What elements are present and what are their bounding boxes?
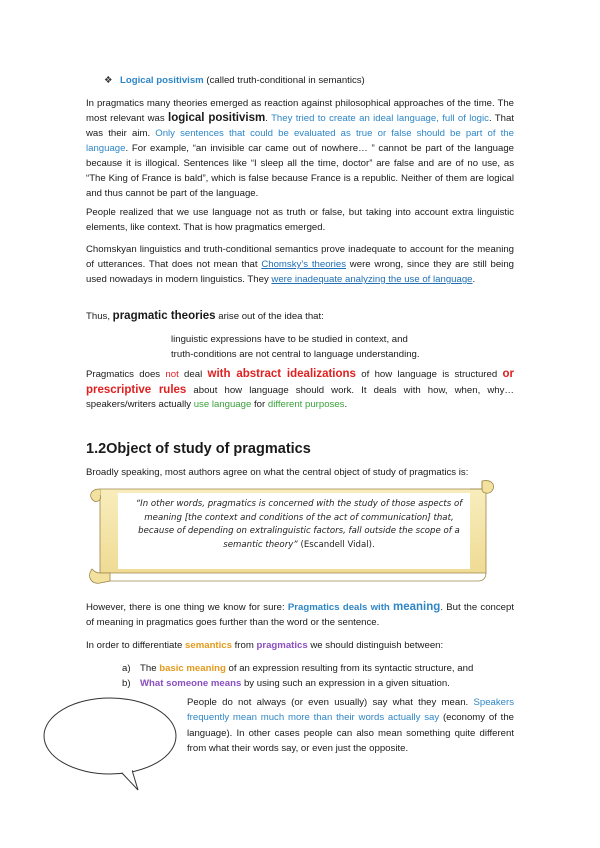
highlight-pragmatics-deals: Pragmatics deals with bbox=[287, 602, 394, 613]
text-run: . bbox=[344, 399, 348, 410]
highlight-semantics: semantics bbox=[185, 640, 232, 651]
paragraph-central-object: Broadly speaking, most authors agree on what the central object of study of pragmatics is: bbox=[86, 467, 469, 478]
text-run: . For example, “an invisible car came out of nowhere… ” cannot be part of the language because it is illogical. Sentences like “I sleep all the time, doctor” are false and are of no use, as “The King of France is bald”, which is false because France is a republic. Neither of them are logical and thus cannot be part of the language. bbox=[86, 143, 514, 199]
list-label: a) bbox=[122, 663, 131, 674]
highlight-not: not bbox=[165, 369, 179, 380]
highlight-basic-meaning: basic meaning bbox=[159, 663, 226, 674]
text-run: arise out of the idea that: bbox=[215, 311, 324, 322]
link-inadequate-analyzing[interactable]: were inadequate analyzing the use of language bbox=[271, 274, 473, 285]
text-run: (economy of the language). In other cases people can also mean something quite different from what their words say, or even just the opposite. bbox=[187, 712, 514, 755]
list-item bbox=[122, 676, 450, 691]
quote-text: “In other words, pragmatics is concerned with the study of those aspects of meaning [the context and conditions of the act of communication] that, because of depending on extralinguistic factors, fall outside the scope of a semantic theory” bbox=[135, 499, 463, 550]
highlight-different-purposes: different purposes bbox=[267, 399, 345, 410]
text-run: we should distinguish between: bbox=[307, 640, 444, 651]
highlight-prescriptive-rules: or prescriptive rules bbox=[86, 368, 514, 396]
quote-author: (Escandell Vidal). bbox=[297, 539, 375, 550]
text-run: . bbox=[265, 113, 272, 124]
text-run: In order to differentiate bbox=[86, 640, 186, 651]
list-item bbox=[122, 661, 473, 676]
term-logical-positivism: logical positivism bbox=[168, 112, 266, 124]
highlight-pragmatics: pragmatics bbox=[256, 640, 308, 651]
text-run: for bbox=[251, 399, 268, 410]
list-label: b) bbox=[122, 678, 131, 689]
text-run: Thus, bbox=[86, 311, 113, 322]
highlight-abstract-idealizations: with abstract idealizations bbox=[207, 368, 356, 380]
highlight-ideal-language: They tried to create an ideal language, full of logic bbox=[271, 113, 489, 124]
pragmatics-quote bbox=[126, 498, 472, 552]
text-run: The bbox=[140, 663, 160, 674]
text-run: about how language should work. It deals with how, when, why… speakers/writers actually bbox=[86, 384, 514, 410]
paragraph-logical-positivism bbox=[86, 96, 514, 201]
text-run: . But the concept of meaning in pragmatics goes further than the word or the sentence. bbox=[86, 602, 515, 628]
text-run: of how language is structured bbox=[355, 369, 503, 380]
logical-positivism-note: (called truth-conditional in semantics) bbox=[206, 75, 365, 86]
text-run: from bbox=[231, 640, 257, 651]
idea-item: truth-conditions are not central to language understanding. bbox=[171, 349, 420, 360]
paragraph-context: People realized that we use language not as truth or false, but taking into account extra linguistic elements, like context. That is how pragmatics emerged. bbox=[86, 207, 514, 233]
logical-positivism-bullet bbox=[104, 73, 365, 88]
highlight-speakers-mean-more: Speakers frequently mean much more than their words actually say bbox=[187, 697, 514, 724]
logical-positivism-title: Logical positivism bbox=[120, 75, 204, 86]
text-run: of an expression resulting from its syntactic structure, and bbox=[225, 663, 474, 674]
highlight-meaning: meaning bbox=[393, 601, 441, 613]
text-run: deal bbox=[178, 369, 208, 380]
text-run: In pragmatics many theories emerged as reaction against philosophical approaches of the time. The most relevant was bbox=[86, 98, 514, 124]
text-run: by using such an expression in a given situation. bbox=[241, 678, 450, 689]
idea-item: linguistic expressions have to be studied in context, and bbox=[171, 334, 408, 345]
diamond-bullet-icon: ❖ bbox=[104, 75, 113, 86]
highlight-what-someone-means: What someone means bbox=[140, 678, 242, 689]
paragraph-pragmatics-deals bbox=[86, 367, 514, 413]
section-heading: 1.2Object of study of pragmatics bbox=[86, 441, 311, 457]
term-pragmatic-theories: pragmatic theories bbox=[112, 310, 216, 322]
text-run: However, there is one thing we know for sure: bbox=[86, 602, 288, 613]
highlight-true-false: Only sentences that could be evaluated as true or false should be part of the language bbox=[86, 128, 514, 154]
paragraph-chomskyan bbox=[86, 242, 514, 287]
text-run: . bbox=[472, 274, 476, 285]
paragraph-meaning bbox=[86, 600, 514, 630]
link-chomsky-theories[interactable]: Chomsky’s theories bbox=[261, 259, 346, 270]
text-run: Pragmatics does bbox=[86, 369, 166, 380]
text-run: People do not always (or even usually) say what they mean. bbox=[187, 697, 474, 708]
highlight-use-language: use language bbox=[193, 399, 252, 410]
paragraph-differentiate bbox=[86, 638, 514, 653]
paragraph-speakers-mean bbox=[187, 695, 514, 757]
paragraph-pragmatic-theories bbox=[86, 309, 514, 324]
speech-bubble-shape bbox=[40, 694, 180, 794]
text-run: Chomskyan linguistics and truth-conditional semantics prove inadequate to account for the meaning of utterances. That does not mean that bbox=[86, 244, 514, 270]
text-run: were wrong, since they are still being used nowadays in modern linguistics. They bbox=[86, 259, 514, 285]
text-run: . That was their aim. bbox=[86, 113, 514, 139]
